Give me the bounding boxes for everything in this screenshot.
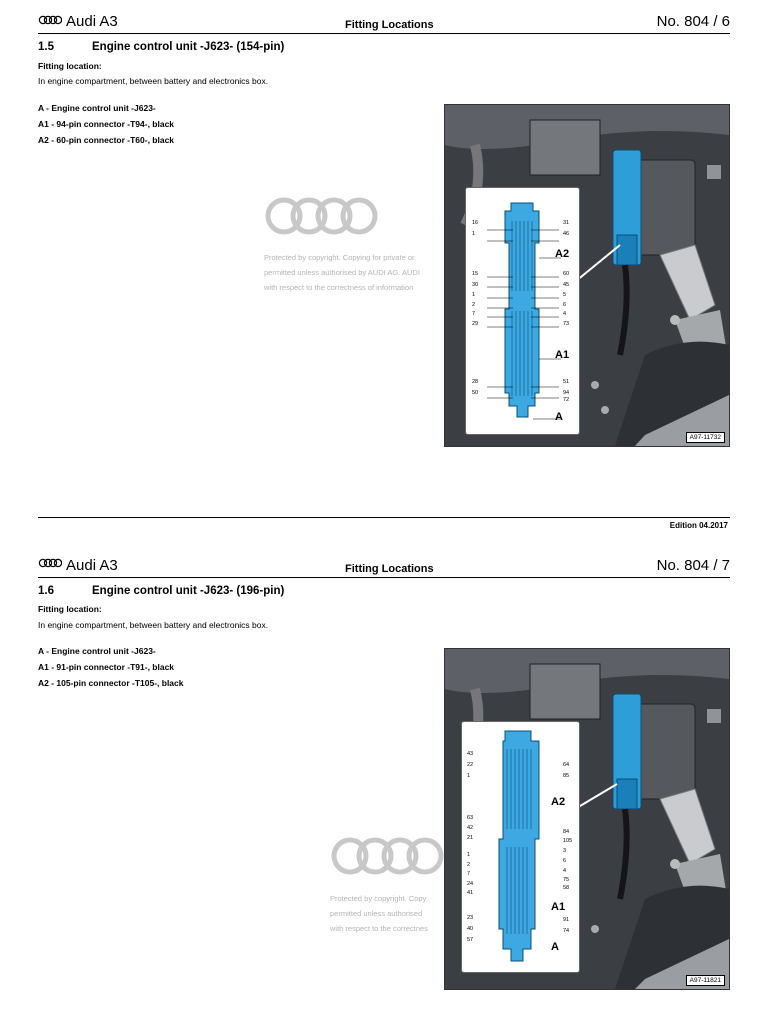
fitting-text: In engine compartment, between battery and electronics box. [38, 76, 269, 86]
pin-number-label: 40 [467, 926, 474, 932]
pin-number-label: 7 [472, 311, 476, 317]
pin-number-label: 58 [563, 885, 570, 891]
pin-number-label: 43 [467, 751, 474, 757]
callout-a2: A2 [551, 796, 566, 808]
legend-item-a2: A2 - 105-pin connector -T105-, black [38, 678, 184, 688]
callout-a1: A1 [555, 349, 570, 361]
legend-item-a2: A2 - 60-pin connector -T60-, black [38, 135, 175, 145]
pin-number-label: 75 [563, 877, 570, 883]
pin-number-label: 31 [563, 220, 570, 226]
pin-number-label: 105 [563, 838, 573, 844]
pin-number-label: 46 [563, 231, 570, 237]
pin-number-label: 1 [472, 292, 476, 298]
legend-item-a1: A1 - 91-pin connector -T91-, black [38, 662, 175, 672]
pin-number-label: 41 [467, 890, 474, 896]
pin-number-label: 3 [563, 848, 567, 854]
section-title: Engine control unit -J623- (154-pin) [92, 41, 285, 53]
section-number: 1.6 [38, 585, 54, 597]
pin-number-label: 24 [467, 881, 474, 887]
copyright-watermark-line: permitted unless authorised by AUDI AG. AUDI [264, 268, 420, 277]
connector-drawing [473, 201, 573, 421]
pin-number-label: 5 [563, 292, 567, 298]
copyright-watermark-line: Protected by copyright. Copying for private or [264, 253, 415, 262]
pin-number-label: 42 [467, 825, 474, 831]
engine-compartment-figure [444, 104, 730, 447]
pin-number-label: 85 [563, 773, 570, 779]
header-section: Fitting Locations [345, 19, 434, 31]
pin-number-label: 30 [472, 282, 479, 288]
pin-number-label: 16 [472, 220, 479, 226]
legend-item-a: A - Engine control unit -J623- [38, 103, 156, 113]
pin-number-label: 2 [467, 862, 471, 868]
fitting-label: Fitting location: [38, 604, 102, 614]
audi-rings-logo [38, 558, 62, 570]
pin-number-label: 72 [563, 397, 570, 403]
fitting-text: In engine compartment, between battery and electronics box. [38, 620, 269, 630]
pin-number-label: 29 [472, 321, 479, 327]
header-rule [38, 577, 730, 578]
pin-number-label: 84 [563, 829, 570, 835]
pin-number-label: 7 [467, 871, 471, 877]
section-number: 1.5 [38, 41, 54, 53]
header-rule [38, 33, 730, 34]
pin-number-label: 63 [467, 815, 474, 821]
pin-number-label: 74 [563, 928, 570, 934]
pin-number-label: 4 [563, 868, 567, 874]
pin-number-label: 1 [467, 773, 471, 779]
legend-item-a1: A1 - 94-pin connector -T94-, black [38, 119, 175, 129]
pin-number-label: 2 [472, 302, 476, 308]
copyright-watermark-line: permitted unless authorised [330, 909, 423, 918]
section-title: Engine control unit -J623- (196-pin) [92, 585, 285, 597]
callout-a: A [555, 411, 563, 423]
pin-number-label: 57 [467, 937, 474, 943]
audi-watermark-logo [330, 836, 446, 876]
audi-watermark-logo [264, 196, 380, 236]
pin-number-label: 60 [563, 271, 570, 277]
pin-number-label: 15 [472, 271, 479, 277]
pin-number-label: 4 [563, 311, 567, 317]
pin-number-label: 91 [563, 917, 570, 923]
edition-label: Edition 04.2017 [669, 521, 728, 530]
callout-a1: A1 [551, 901, 566, 913]
pin-number-label: 1 [467, 852, 471, 858]
callout-a: A [551, 941, 559, 953]
pin-number-label: 23 [467, 915, 474, 921]
legend-item-a: A - Engine control unit -J623- [38, 646, 156, 656]
figure-code: A97-11732 [686, 432, 725, 443]
copyright-watermark-line: Protected by copyright. Copy [330, 894, 427, 903]
pin-number-label: 94 [563, 390, 570, 396]
pin-number-label: 45 [563, 282, 570, 288]
pin-number-label: 22 [467, 762, 474, 768]
page-number: No. 804 / 6 [656, 13, 730, 30]
pin-number-label: 51 [563, 379, 570, 385]
audi-rings-logo [38, 15, 62, 27]
pin-number-label: 1 [472, 231, 476, 237]
pin-number-label: 50 [472, 390, 479, 396]
page-number: No. 804 / 7 [656, 557, 730, 574]
copyright-watermark-line: with respect to the correctness of information [264, 283, 414, 292]
pin-number-label: 73 [563, 321, 570, 327]
pin-number-label: 6 [563, 858, 567, 864]
pin-number-label: 6 [563, 302, 567, 308]
footer-rule [38, 517, 730, 518]
figure-code: A97-11821 [686, 975, 725, 986]
pin-number-label: 21 [467, 835, 474, 841]
engine-compartment-figure [444, 648, 730, 990]
pin-number-label: 28 [472, 379, 479, 385]
header-section: Fitting Locations [345, 563, 434, 575]
copyright-watermark-line: with respect to the correctnes [330, 924, 428, 933]
callout-a2: A2 [555, 248, 570, 260]
header-brand: Audi A3 [66, 557, 118, 574]
pin-number-label: 64 [563, 762, 570, 768]
fitting-label: Fitting location: [38, 61, 102, 71]
header-brand: Audi A3 [66, 13, 118, 30]
connector-drawing [469, 729, 569, 964]
